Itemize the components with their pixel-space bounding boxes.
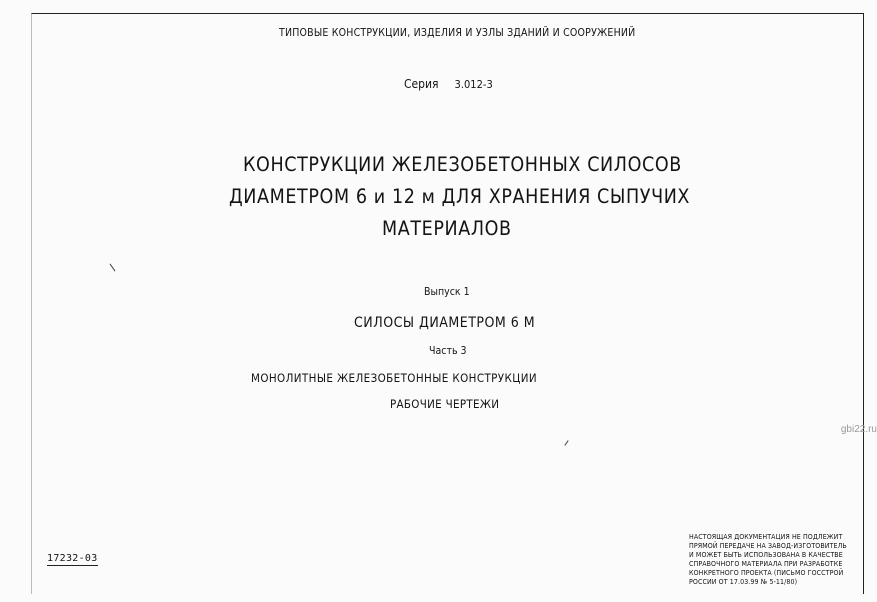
usage-notice <box>689 533 859 587</box>
series-number: 3.012-3 <box>454 78 493 91</box>
notice-line: РОССИИ ОТ 17.03.99 № 5-11/80) <box>689 578 798 586</box>
notice-line: И МОЖЕТ БЫТЬ ИСПОЛЬЗОВАНА В КАЧЕСТВЕ <box>689 551 843 559</box>
notice-line: СПРАВОЧНОГО МАТЕРИАЛА ПРИ РАЗРАБОТКЕ <box>689 560 843 568</box>
title-line-3: МАТЕРИАЛОВ <box>382 217 512 240</box>
subtitle-line-2: РАБОЧИЕ ЧЕРТЕЖИ <box>390 397 500 411</box>
part-label: Часть 3 <box>429 345 467 357</box>
series-label: Серия <box>404 77 439 91</box>
title-line-1: КОНСТРУКЦИИ ЖЕЛЕЗОБЕТОННЫХ СИЛОСОВ <box>243 153 682 176</box>
notice-line: КОНКРЕТНОГО ПРОЕКТА (ПИСЬМО ГОССТРОЙ <box>689 569 844 577</box>
document-number: 17232-03 <box>47 553 98 564</box>
title-line-2: ДИАМЕТРОМ 6 и 12 м ДЛЯ ХРАНЕНИЯ СЫПУЧИХ <box>229 185 691 208</box>
notice-line: ПРЯМОЙ ПЕРЕДАЧЕ НА ЗАВОД-ИЗГОТОВИТЕЛЬ <box>689 542 847 550</box>
series-block <box>404 77 493 91</box>
document-header: ТИПОВЫЕ КОНСТРУКЦИИ, ИЗДЕЛИЯ И УЗЛЫ ЗДАНИЙ И СООРУЖЕНИЙ <box>279 27 636 39</box>
subtitle-line-1: МОНОЛИТНЫЕ ЖЕЛЕЗОБЕТОННЫЕ КОНСТРУКЦИИ <box>251 371 537 385</box>
issue-title: СИЛОСЫ ДИАМЕТРОМ 6 М <box>354 315 536 331</box>
notice-line: НАСТОЯЩАЯ ДОКУМЕНТАЦИЯ НЕ ПОДЛЕЖИТ <box>689 533 843 541</box>
sheet-frame <box>31 13 864 594</box>
issue-label: Выпуск 1 <box>424 286 470 298</box>
watermark: gbi22.ru <box>840 424 877 435</box>
